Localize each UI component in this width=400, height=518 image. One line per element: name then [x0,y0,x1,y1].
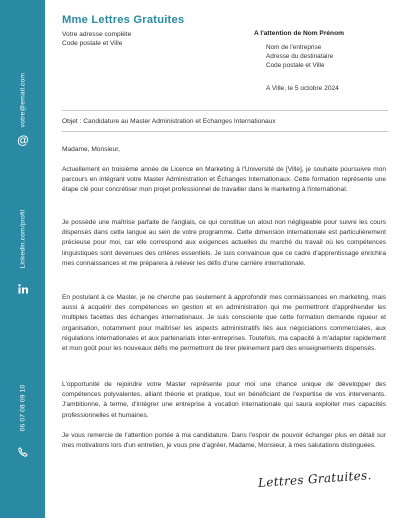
recipient-city: Code postale et Ville [266,62,325,69]
paragraph-3: En postulant à ce Master, je ne cherche pas seulement à approfondir mes connaissances en marketing, mais aussi à acquérir des compétences en gestion et en administration qui me permettront d'appréhender les multiples facettes des échanges internationaux. Je suis consciente que cette formation demande rigueur et organisation, notamment pour maîtriser les aspects administratifs liés aux négociations commerciales, aux régulations internationales et aux partenariats inter-entreprises. Toutefois, ma capacité à m'adapter rapidement et mon goût pour les nouveaux défis me permettront de tirer pleinement parti des enseignements dispensés. [62,294,386,353]
linkedin-icon [18,281,28,299]
at-sign-icon: @ [17,133,29,147]
subject-line: Objet : Candidature au Master Administration et Echanges Internationaux [62,118,276,125]
sender-address: Votre adresse complète [62,31,132,38]
recipient-address: Adresse du destinataire [266,53,334,60]
recipient-attention: A l'attention de Nom Prénom [254,30,344,37]
salutation: Madame, Monsieur, [62,146,120,153]
sidebar [0,0,45,518]
paragraph-5: Je vous remercie de l'attention portée à ma candidature. Dans l'espoir de pouvoir échanger plus en détail sur mes motivations lors d'un entretien, je vous prie d'agréer, Madame, Monsieur, à mes salutations distinguées. [62,432,386,450]
paragraph-4: L'opportunité de rejoindre votre Master représente pour moi une chance unique de développer des compétences polyvalentes, alliant théorie et pratique, tout en bénéficiant de l'expertise de vos intervenants. J'ambitionne, à terme, d'intégrer une entreprise à vocation internationale qui saura exploiter mes capacités professionnelles et humaines. [62,381,386,419]
recipient-company: Nom de l'entreprise [266,44,322,51]
sender-city: Code postale et Ville [62,40,123,47]
linkedin-text[interactable]: Linkedin.com/profil [19,209,27,269]
divider-top [62,110,388,111]
paragraph-1: Actuellement en troisième année de Licence en Marketing à l'Université de [Ville], je souhaite poursuivre mon parcours en intégrant votre Master Administration et Échanges Internationaux. Cette formation représente une étape clé pour concrétiser mon projet professionnel de travailler dans le marketing à l'international. [62,166,386,194]
letter-date: A Ville, le 5 octobre 2024 [266,85,339,92]
phone-text[interactable]: 06 07 08 09 10 [19,384,27,432]
phone-icon [18,444,28,462]
divider-bottom [62,131,388,132]
sender-name: Mme Lettres Gratuites [62,14,185,26]
signature: Lettres Gratuites. [257,468,373,490]
email-text[interactable]: votre@email.com [19,72,27,128]
paragraph-2: Je possède une maîtrise parfaite de l'anglais, ce qui constitue un atout non négligeable pour suivre les cours dispensés dans cette langue au sein de votre programme. Cette dimension internationale est particulièrement précieuse pour moi, car elle correspond aux exigences actuelles du marché du travail où les compétences linguistiques sont devenues des critères essentiels. Je suis convaincue que ce cadre d'apprentissage enrichira mes connaissances et me préparera à relever les défis d'une carrière internationale. [62,219,386,267]
